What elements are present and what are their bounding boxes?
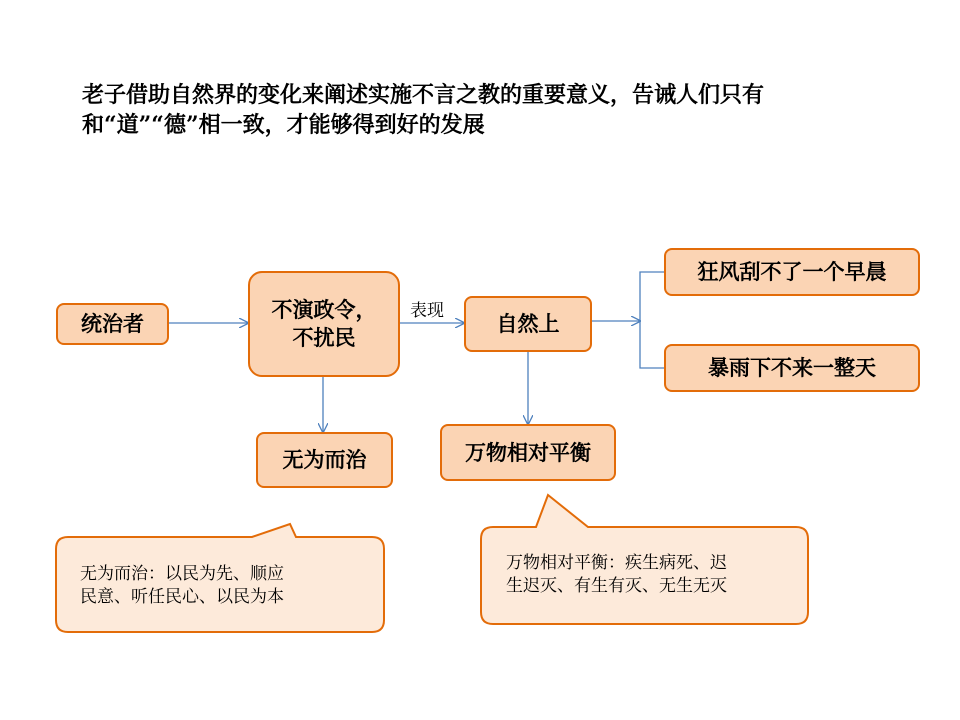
bracket-nature-to-outcomes — [640, 272, 664, 368]
node-balance — [440, 424, 616, 481]
callout-left-line-1: 无为而治：以民为先、顺应 — [80, 564, 284, 584]
callout-right-line-2: 生迟灭、有生有灭、无生无灭 — [506, 576, 727, 596]
node-nature — [464, 296, 592, 352]
callout-right-text — [506, 552, 727, 598]
callout-left-text — [80, 563, 284, 609]
node-ruler — [56, 303, 169, 345]
node-rain — [664, 344, 920, 392]
node-nature-label: 自然上 — [496, 312, 560, 336]
node-wind-label: 狂风刮不了一个早晨 — [697, 260, 887, 284]
heading-line-1: 老子借助自然界的变化来阐述实施不言之教的重要意义，告诫人们只有 — [82, 82, 765, 108]
node-no-decree-line-1: 不演政令， — [271, 298, 377, 322]
node-wuwei — [256, 432, 393, 488]
node-balance-label: 万物相对平衡 — [465, 440, 591, 465]
callout-right-line-1: 万物相对平衡：疾生病死、迟 — [506, 553, 727, 573]
node-wuwei-label: 无为而治 — [282, 448, 367, 472]
node-no-decree — [248, 271, 400, 377]
callout-left-line-2: 民意、听任民心、以民为本 — [80, 587, 284, 607]
node-rain-label: 暴雨下不来一整天 — [708, 356, 876, 380]
node-no-decree-line-2: 不扰民 — [292, 326, 356, 350]
node-ruler-label: 统治者 — [81, 312, 144, 336]
edge-label-manifest: 表现 — [410, 301, 444, 321]
heading-line-2: 和“道”“德”相一致，才能够得到好的发展 — [82, 112, 485, 138]
node-wind — [664, 248, 920, 296]
